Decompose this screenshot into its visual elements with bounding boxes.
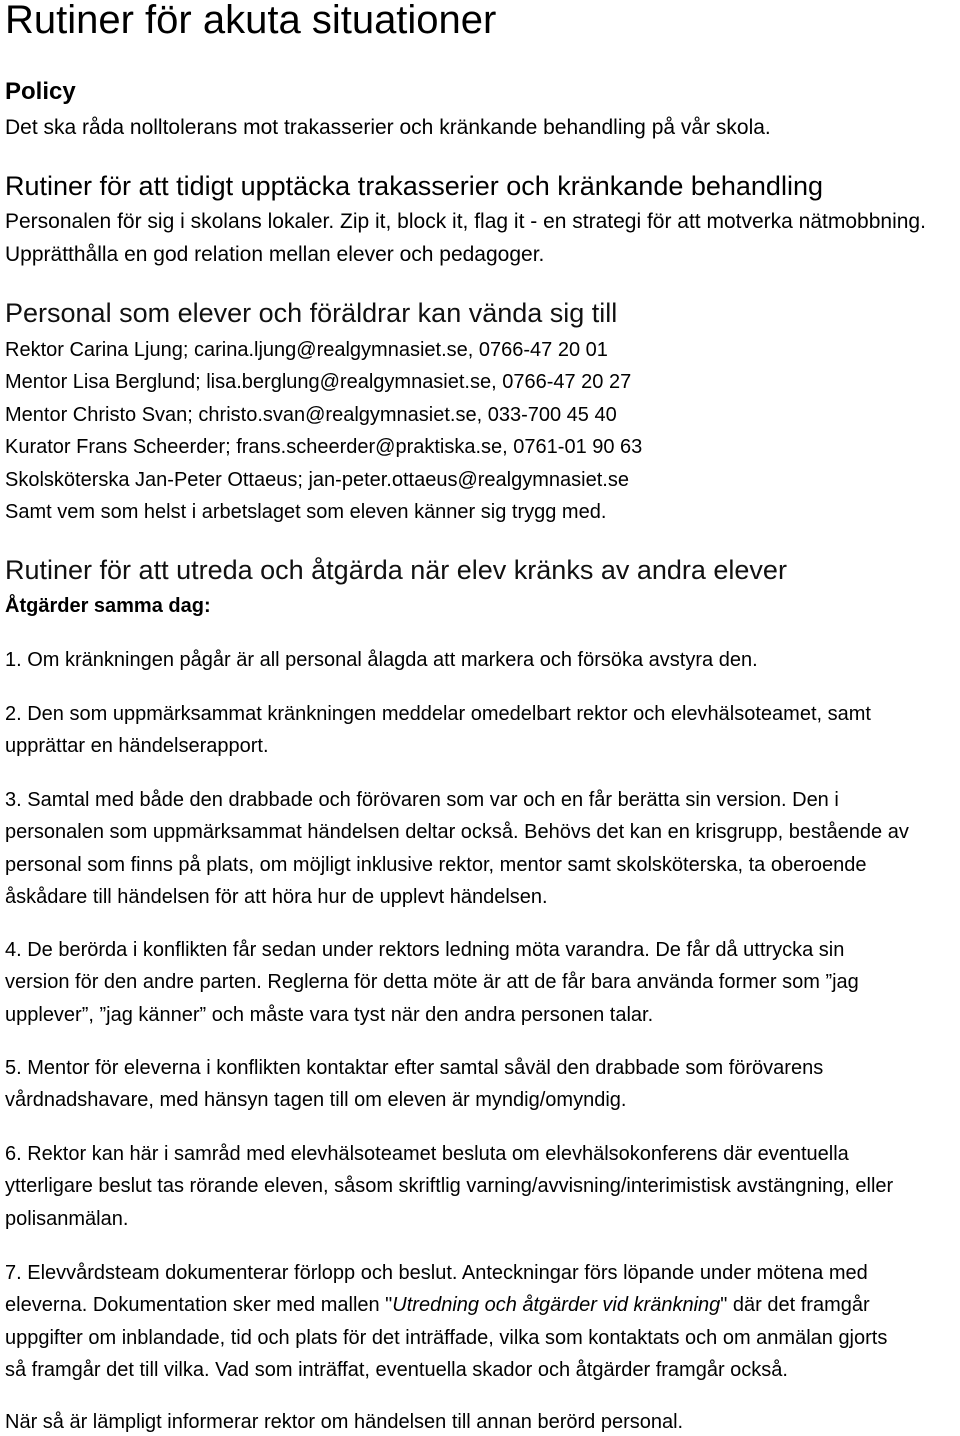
investigate-heading: Rutiner för att utreda och åtgärda när elev kränks av andra elever	[5, 555, 787, 585]
contact-line: Skolsköterska Jan-Peter Ottaeus; jan-peter.ottaeus@realgymnasiet.se	[5, 468, 629, 491]
text-segment: " där det framgår	[720, 1294, 870, 1317]
text-line: 5. Mentor för eleverna i konflikten kontaktar efter samtal såväl den drabbade som förövarens	[5, 1056, 824, 1079]
text-segment: eleverna. Dokumentation sker med mallen "	[5, 1294, 393, 1317]
text-line: polisanmälan.	[5, 1207, 129, 1230]
investigate-subheading: Åtgärder samma dag:	[5, 595, 211, 617]
text-line: uppgifter om inblandade, tid och plats för det inträffade, vilka som kontaktats och om anmälan gjorts	[5, 1326, 888, 1349]
step-2	[5, 698, 871, 763]
text-line: personalen som uppmärksammat händelsen deltar också. Behövs det kan en krisgrupp, bestående av	[5, 821, 909, 844]
step-3	[5, 784, 909, 914]
text-line: version för den andre parten. Reglerna för detta möte är att de får bara använda former som ”jag	[5, 971, 859, 994]
contacts-list	[5, 334, 642, 528]
text-line: så framgår det till vilka. Vad som inträffat, eventuella skador och åtgärder framgår också.	[5, 1359, 788, 1382]
closing-text: När så är lämpligt informerar rektor om händelsen till annan berörd personal.	[5, 1411, 684, 1433]
early-detection-heading: Rutiner för att tidigt upptäcka trakasserier och kränkande behandling	[5, 171, 823, 201]
text-line: 7. Elevvårdsteam dokumenterar förlopp och beslut. Anteckningar förs löpande under mötena med	[5, 1261, 868, 1284]
text-line: 2. Den som uppmärksammat kränkningen meddelar omedelbart rektor och elevhälsoteamet, samt	[5, 702, 871, 725]
step-4	[5, 934, 859, 1032]
contact-note: Samt vem som helst i arbetslaget som eleven känner sig trygg med.	[5, 501, 607, 524]
text-line: åskådare till händelsen för att höra hur de upplevt händelsen.	[5, 886, 548, 909]
contact-line: Rektor Carina Ljung; carina.ljung@realgymnasiet.se, 0766-47 20 01	[5, 339, 608, 361]
text-line: Upprätthålla en god relation mellan elever och pedagoger.	[5, 243, 545, 266]
template-title-italic: Utredning och åtgärder vid kränkning	[392, 1294, 721, 1317]
policy-heading: Policy	[5, 78, 76, 105]
contacts-heading: Personal som elever och föräldrar kan vända sig till	[5, 298, 618, 328]
text-line: upplever”, ”jag känner” och måste vara tyst när den andra personen talar.	[5, 1003, 654, 1026]
early-detection-body	[5, 205, 926, 271]
text-line: vårdnadshavare, med hänsyn tagen till om eleven är myndig/omyndig.	[5, 1089, 627, 1112]
text-line: Personalen för sig i skolans lokaler. Zip it, block it, flag it - en strategi för att motverka nätmobbning.	[5, 210, 926, 233]
text-line: 6. Rektor kan här i samråd med elevhälsoteamet besluta om elevhälsokonferens där eventuella	[5, 1142, 849, 1165]
text-line: 1. Om kränkningen pågår är all personal ålagda att markera och försöka avstyra den.	[5, 648, 758, 671]
text-line: ytterligare beslut tas rörande eleven, såsom skriftlig varning/avvisning/interimistisk avstängning, eller	[5, 1175, 894, 1198]
text-line: personal som finns på plats, om möjligt inklusive rektor, mentor samt skolsköterska, ta oberoende	[5, 853, 867, 876]
contact-line: Mentor Christo Svan; christo.svan@realgymnasiet.se, 033-700 45 40	[5, 403, 617, 426]
text-line	[5, 1289, 887, 1322]
step-5	[5, 1052, 823, 1117]
step-6	[5, 1138, 893, 1236]
text-line: 3. Samtal med både den drabbade och förövaren som var och en får berätta sin version. Den i	[5, 788, 839, 811]
page-title: Rutiner för akuta situationer	[5, 0, 497, 42]
step-1	[5, 644, 758, 677]
step-7	[5, 1257, 887, 1387]
policy-text: Det ska råda nolltolerans mot trakasserier och kränkande behandling på vår skola.	[5, 116, 771, 139]
text-line: 4. De berörda i konflikten får sedan under rektors ledning möta varandra. De får då uttrycka sin	[5, 938, 845, 961]
contact-line: Mentor Lisa Berglund; lisa.berglung@realgymnasiet.se, 0766-47 20 27	[5, 371, 632, 394]
contact-line: Kurator Frans Scheerder; frans.scheerder@praktiska.se, 0761-01 90 63	[5, 436, 643, 459]
text-line: upprättar en händelserapport.	[5, 735, 269, 758]
